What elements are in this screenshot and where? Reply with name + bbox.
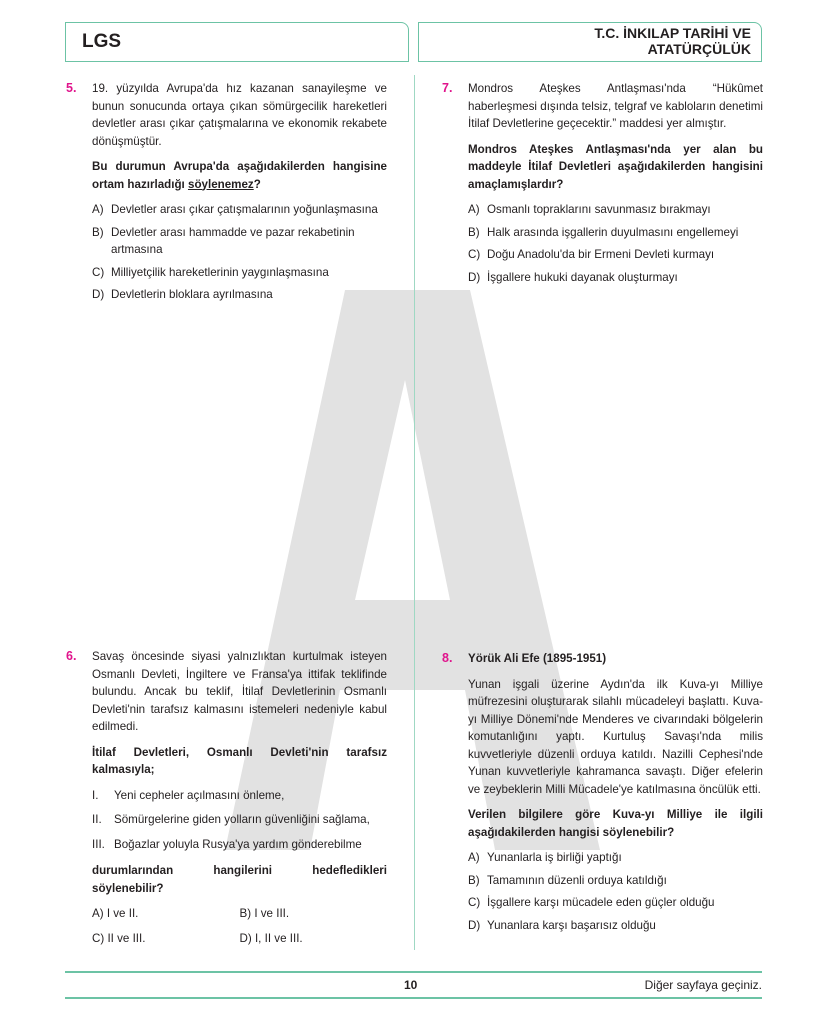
- statement-text: Boğazlar yoluyla Rusya'ya yardım gönderebilme: [114, 837, 362, 851]
- option-letter: C): [92, 265, 105, 279]
- header-exam-box: [65, 22, 409, 62]
- exam-title: LGS: [82, 31, 122, 52]
- statement-numeral: II.: [92, 813, 102, 826]
- option-c[interactable]: [92, 264, 387, 282]
- prompt-text: Bu durumun Avrupa'da aşağıdakilerden hangisine ortam hazırladığı: [92, 160, 387, 191]
- option-text: Yunanlarla iş birliği yaptığı: [487, 851, 622, 864]
- footer-bottom-rule: [65, 997, 762, 999]
- option-letter: C): [468, 896, 481, 909]
- question-5: [66, 80, 387, 309]
- question-7: [442, 80, 763, 291]
- option-letter: A): [468, 203, 480, 216]
- option-d[interactable]: [468, 269, 763, 287]
- statement-numeral: III.: [92, 837, 105, 851]
- option-letter: B): [92, 225, 104, 239]
- option-b[interactable]: [468, 872, 763, 890]
- option-letter: A): [92, 203, 104, 216]
- option-letter: B): [468, 225, 480, 239]
- option-text: Halk arasında işgallerin duyulmasını engellemeyi: [487, 225, 739, 239]
- question-prompt: İtilaf Devletleri, Osmanlı Devleti'nin tarafsız kalmasıyla;: [92, 745, 387, 776]
- option-text: Yunanlara karşı başarısız olduğu: [487, 918, 656, 932]
- option-d[interactable]: [468, 917, 763, 935]
- question-prompt-end: durumlarından hangilerini hedefledikleri söylenebilir?: [92, 864, 387, 895]
- option-a[interactable]: [468, 849, 763, 867]
- question-prompt: [92, 158, 387, 193]
- question-number: 8.: [442, 651, 453, 665]
- option-text: İşgallere karşı mücadele eden güçler olduğu: [487, 896, 715, 909]
- option-d[interactable]: D) I, II ve III.: [239, 931, 303, 945]
- option-a[interactable]: [92, 201, 387, 219]
- question-number: 7.: [442, 81, 453, 95]
- question-stem: 19. yüzyılda Avrupa'da hız kazanan sanayileşme ve bunun sonucunda ortaya çıkan sömürgecilik hareketleri devletler arası çıkar çatışmalarına ve ekonomik rekabete dönüşmüştür.: [92, 82, 387, 148]
- options-grid: [92, 905, 387, 947]
- option-b[interactable]: [92, 224, 387, 259]
- option-text: Devletler arası çıkar çatışmalarının yoğunlaşmasına: [111, 203, 378, 216]
- statement-1: [92, 787, 387, 805]
- option-letter: D): [468, 918, 481, 932]
- statement-numeral: I.: [92, 788, 99, 802]
- option-c[interactable]: C) II ve III.: [92, 931, 146, 945]
- option-text: Devletlerin bloklara ayrılmasına: [111, 288, 273, 301]
- option-b[interactable]: [468, 224, 763, 242]
- option-letter: D): [92, 288, 105, 301]
- option-letter: C): [468, 248, 481, 261]
- question-stem: Savaş öncesinde siyasi yalnızlıktan kurtulmak isteyen Osmanlı Devleti, İngiltere ve Fransa'ya ittifak teklifinde bulundu. Ancak bu teklif, İtilaf Devletlerinin Osmanlı Devleti'nin tarafsız kalmasını istemeleri nedeniyle kabul edilmedi.: [92, 650, 387, 733]
- subject-title: [594, 25, 751, 57]
- statement-text: Yeni cepheler açılmasını önleme,: [114, 788, 285, 802]
- question-prompt: Verilen bilgilere göre Kuva-yı Milliye ile ilgili aşağıdakilerden hangisi söylenebilir?: [468, 808, 763, 839]
- prompt-end: ?: [253, 177, 261, 191]
- option-a[interactable]: [468, 201, 763, 219]
- option-c[interactable]: [468, 246, 763, 264]
- question-6: [66, 648, 387, 947]
- option-text: Doğu Anadolu'da bir Ermeni Devleti kurmayı: [487, 248, 715, 261]
- option-text: Tamamının düzenli orduya katıldığı: [487, 873, 667, 887]
- option-letter: D): [468, 270, 481, 284]
- question-title: Yörük Ali Efe (1895-1951): [468, 652, 607, 665]
- question-stem: Yunan işgali üzerine Aydın'da ilk Kuva-yı Milliye müfrezesini oluşturarak silahlı mücadeleyi başlattı. Kuva-yı Milliye Dönemi'nde Menderes ve civarındaki bölgelerin komutanlığını yaptı. Kurtuluş Savaşı'nda milis kuvvetleriyle düzenli orduya katıldı. Nazilli Cephesi'nde Yunan kuvvetleriyle kahramanca savaştı. Diğer efelerin ve zeybeklerin Milli Mücadele'ye katılmasına öncülük etti.: [468, 677, 763, 796]
- statement-text: Sömürgelerine giden yolların güvenliğini sağlama,: [114, 813, 370, 826]
- statement-2: [92, 811, 387, 829]
- subject-line-1: T.C. İNKILAP TARİHİ VE: [594, 25, 751, 41]
- page-number: 10: [404, 978, 418, 992]
- prompt-emphasis: söylenemez: [188, 177, 254, 191]
- question-number: 6.: [66, 649, 77, 663]
- question-prompt: Mondros Ateşkes Antlaşması'nda yer alan bu maddeyle İtilaf Devletleri aşağıdakilerden hangisini amaçlamışlardır?: [468, 142, 763, 191]
- option-text: İşgallere hukuki dayanak oluşturmayı: [487, 270, 678, 284]
- option-letter: A): [468, 851, 480, 864]
- next-page-note: Diğer sayfaya geçiniz.: [644, 978, 762, 992]
- question-number: 5.: [66, 81, 77, 95]
- footer-top-rule: [65, 971, 762, 973]
- header-subject-box: [418, 22, 762, 62]
- option-a[interactable]: A) I ve II.: [92, 907, 139, 920]
- subject-line-2: ATATÜRÇÜLÜK: [647, 41, 751, 57]
- option-text: Osmanlı topraklarını savunmasız bırakmayı: [487, 203, 711, 216]
- option-text: Milliyetçilik hareketlerinin yaygınlaşmasına: [111, 265, 329, 279]
- option-b[interactable]: B) I ve III.: [239, 907, 290, 920]
- option-letter: B): [468, 873, 480, 887]
- option-text: Devletler arası hammadde ve pazar rekabetinin artmasına: [111, 225, 355, 256]
- column-divider: [414, 75, 415, 950]
- statement-3: [92, 836, 387, 854]
- option-d[interactable]: [92, 286, 387, 304]
- question-8: [442, 650, 763, 939]
- question-stem: Mondros Ateşkes Antlaşması'nda “Hükûmet haberleşmesi dışında telsiz, telgraf ve kabloların denetimi İtilaf Devletlerine geçecektir.” maddesi yer almıştır.: [468, 82, 763, 130]
- option-c[interactable]: [468, 894, 763, 912]
